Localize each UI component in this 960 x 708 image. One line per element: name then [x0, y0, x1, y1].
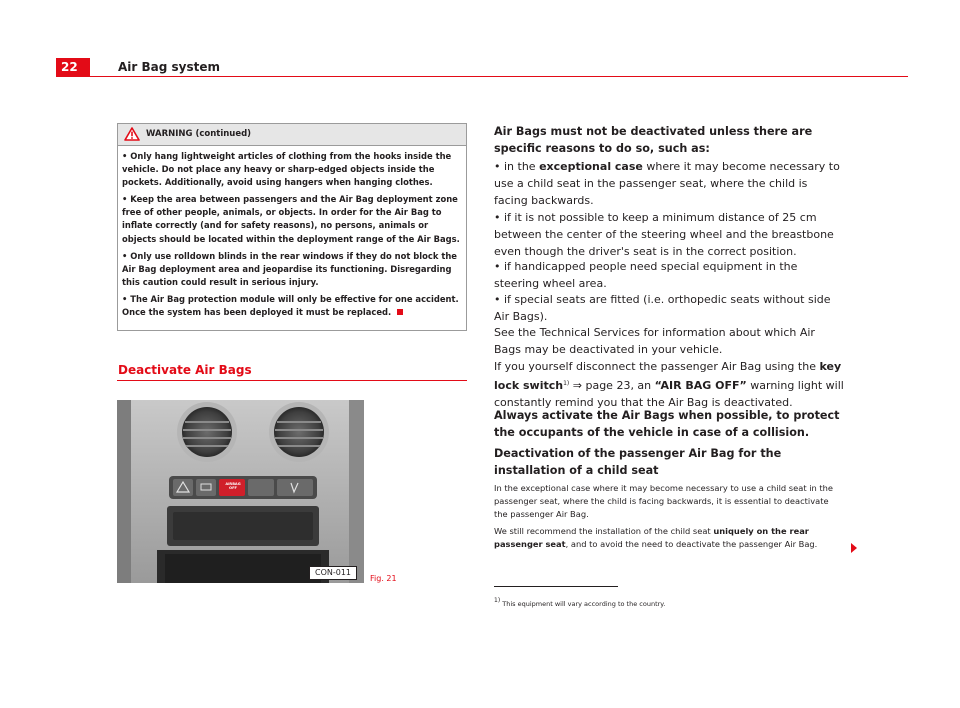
footnote-rule — [494, 586, 618, 587]
emphasis: key lock switch — [494, 360, 842, 392]
text: If you yourself disconnect the passenger Air Bag using the — [494, 360, 820, 373]
header-rule — [56, 76, 908, 77]
emphasis: “AIR BAG OFF” — [654, 379, 747, 392]
footnote-text: This equipment will vary according to the country. — [500, 600, 666, 608]
warning-title: WARNING (continued) — [146, 129, 252, 139]
footnote-mark: 1) — [494, 597, 501, 604]
heading-specific-reasons: Air Bags must not be deactivated unless there are specific reasons to do so, such as: — [494, 125, 813, 155]
heading-always-activate: Always activate the Air Bags when possible, to protect the occupants of the vehicle in case of a collision. — [494, 409, 840, 439]
emphasis: exceptional case — [539, 160, 643, 173]
dashboard-photo — [117, 400, 364, 583]
heading-child-seat: Deactivation of the passenger Air Bag for the installation of a child seat — [494, 447, 782, 477]
text: warning light will constantly remind you that the Air Bag is deactivated. — [494, 379, 844, 409]
footnote — [494, 597, 665, 608]
figure-label: Fig. 21 — [370, 574, 397, 583]
paragraph-key-lock-switch — [494, 358, 844, 411]
warning-bullet: • The Air Bag protection module will only be effective for one accident. Once the system has been deployed it must be replaced. — [122, 293, 459, 318]
continue-arrow-icon — [851, 543, 857, 553]
figure-code: CON-011 — [309, 566, 357, 580]
text: where it may become necessary to use a child seat in the passenger seat, where the child is facing backwards. — [494, 160, 840, 207]
paragraph-recommendation — [494, 525, 844, 551]
warning-bullet: • Keep the area between passengers and the Air Bag deployment zone free of other people, animals, or objects. In order for the Air Bag to inflate correctly (and for safety reasons), no persons, animals or objects should be located within the deployment range of the Air Bags. — [122, 194, 460, 244]
warning-bullet: • Only use rolldown blinds in the rear windows if they do not block the Air Bag deployment area and jeopardise its functioning. Disregarding this caution could result in serious injury. — [122, 250, 457, 287]
text: , and to avoid the need to deactivate the passenger Air Bag. — [565, 539, 818, 549]
page-number: 22 — [56, 58, 90, 76]
bullet-exceptional-case — [494, 158, 844, 209]
bullet-minimum-distance: • if it is not possible to keep a minimum distance of 25 cm between the center of the steering wheel and the breastbone even though the driver's seat is in the correct position. — [494, 211, 834, 258]
airbag-off-switch-label — [221, 482, 245, 490]
text: ⇒ page 23, an — [569, 379, 655, 392]
emphasis: uniquely on the rear passenger seat — [494, 526, 809, 549]
warning-box — [117, 123, 467, 331]
paragraph-technical-services: See the Technical Services for information about which Air Bags may be deactivated in your vehicle. — [494, 326, 815, 356]
text: • in the — [494, 160, 540, 173]
warning-triangle-icon — [124, 127, 140, 150]
paragraph-exceptional-case: In the exceptional case where it may become necessary to use a child seat in the passenger seat, where the child is facing backwards, it is essential to deactivate the passenger Air Bag. — [494, 483, 834, 519]
text: We still recommend the installation of the child seat — [494, 526, 714, 536]
bullet-special-seats: • if special seats are fitted (i.e. orthopedic seats without side Air Bags). — [494, 293, 831, 323]
warning-text — [122, 150, 464, 323]
warning-bullet: • Only hang lightweight articles of clothing from the hooks inside the vehicle. Do not place any heavy or sharp-edged objects inside the pockets. Additionally, avoid using hangers when hanging clothes. — [122, 151, 452, 188]
switch-text-1: AIRBAG — [225, 482, 241, 486]
switch-text-2: OFF — [229, 486, 237, 490]
warning-header — [118, 124, 466, 146]
footnote-ref: 1) — [563, 380, 570, 387]
section-rule — [117, 380, 467, 381]
running-title: Air Bag system — [118, 60, 220, 74]
end-mark-icon — [397, 309, 403, 315]
section-title: Deactivate Air Bags — [118, 363, 252, 377]
bullet-handicapped: • if handicapped people need special equipment in the steering wheel area. — [494, 260, 798, 290]
warning-bullet-last — [122, 293, 464, 319]
